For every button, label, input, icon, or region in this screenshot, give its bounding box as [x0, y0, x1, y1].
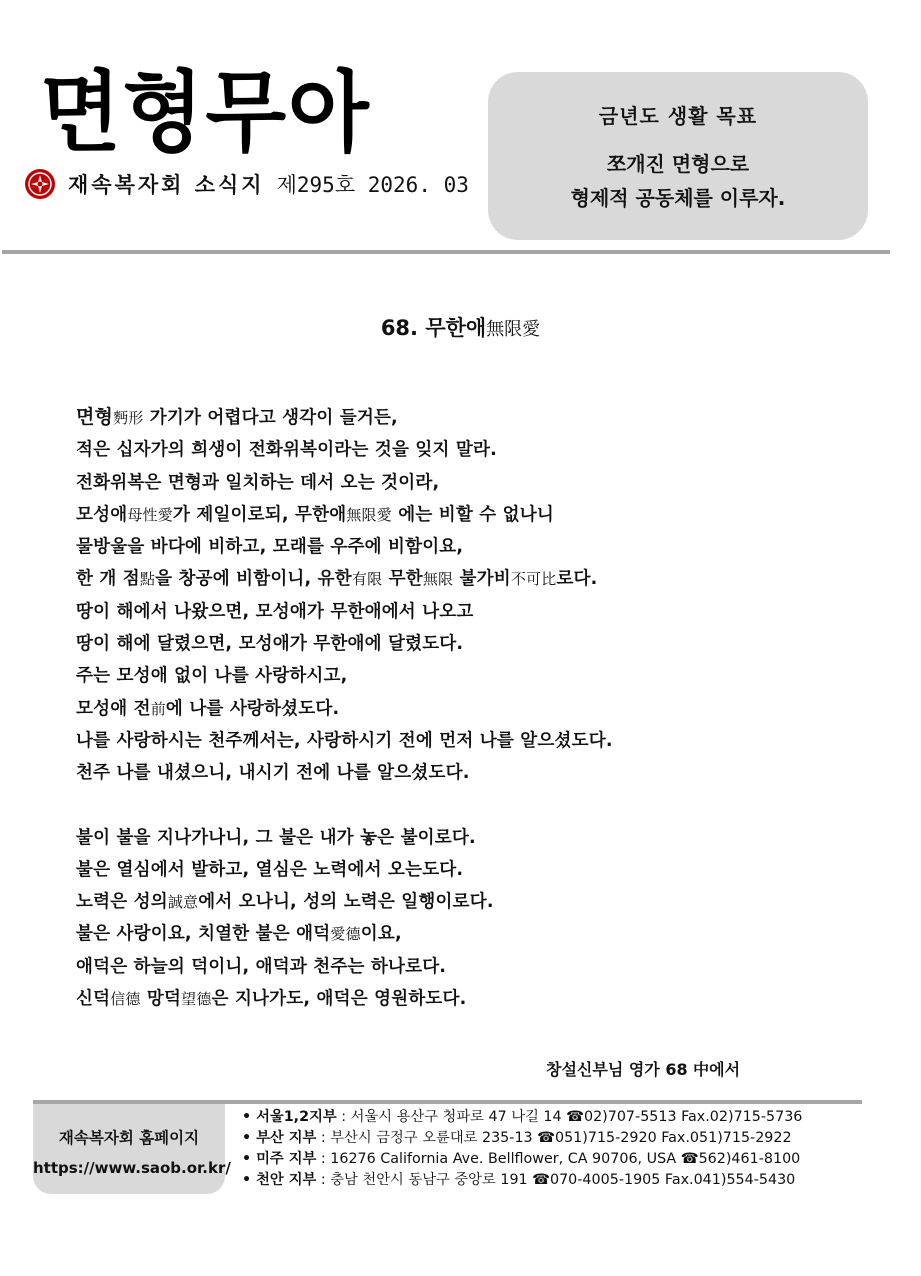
branch-item — [242, 1128, 867, 1149]
emblem-icon — [24, 168, 56, 200]
poem-line: 신덕信德 망덕望德은 지나가도, 애덕은 영원하도다. — [76, 989, 467, 1010]
annual-goal-box — [488, 72, 868, 240]
poem-title — [0, 312, 921, 342]
branch-name: • 부산 지부 — [242, 1130, 317, 1146]
poem-line: 모성애母性愛가 제일이로되, 무한애無限愛 에는 비할 수 없나니 — [76, 504, 554, 525]
goal-line: 쪼개진 면형으로 — [606, 152, 750, 176]
branch-name: • 천안 지부 — [242, 1172, 317, 1188]
poem-line: 전화위복은 면형과 일치하는 데서 오는 것이라, — [76, 472, 440, 493]
poem-line: 나를 사랑하시는 천주께서는, 사랑하시기 전에 먼저 나를 알으셨도다. — [76, 730, 613, 751]
header-divider — [2, 250, 890, 254]
poem-line: 모성애 전前에 나를 사랑하셨도다. — [76, 698, 340, 719]
homepage-title: 재속복자회 홈페이지 — [58, 1129, 200, 1147]
poem-source: 창설신부님 영가 68 中에서 — [546, 1060, 741, 1079]
poem-title-text: 68. 무한애 — [380, 316, 487, 340]
poem-line: 땅이 해에서 나왔으면, 모성애가 무한애에서 나오고 — [76, 601, 474, 622]
homepage-url[interactable]: https://www.saob.or.kr/ — [33, 1159, 231, 1177]
masthead-title: 면형무아 — [40, 60, 371, 164]
poem-line: 애덕은 하늘의 덕이니, 애덕과 천주는 하나로다. — [76, 956, 447, 977]
poem-line: 불은 열심에서 발하고, 열심은 노력에서 오는도다. — [76, 859, 464, 880]
poem-line: 노력은 성의誠意에서 오나니, 성의 노력은 일행이로다. — [76, 892, 494, 913]
homepage-box — [33, 1104, 231, 1194]
branch-item — [242, 1149, 867, 1170]
poem-line: 주는 모성애 없이 나를 사랑하시고, — [76, 666, 348, 687]
poem-line: 불이 불을 지나가나니, 그 불은 내가 놓은 불이로다. — [76, 827, 476, 848]
org-line — [24, 168, 469, 200]
poem-line: 한 개 점點을 창공에 비함이니, 유한有限 무한無限 불가비不可比로다. — [76, 569, 598, 590]
branch-name: • 서울1,2지부 — [242, 1109, 337, 1125]
poem-stanza — [76, 822, 876, 1016]
poem-line: 적은 십자가의 희생이 전화위복이라는 것을 잊지 말라. — [76, 440, 497, 461]
branch-info: : 서울시 용산구 청파로 47 나길 14 ☎02)707-5513 Fax.02)715-5736 — [336, 1109, 803, 1125]
goal-title: 금년도 생활 목표 — [598, 104, 758, 128]
poem-body — [76, 401, 876, 1015]
poem-line: 불은 사랑이요, 치열한 불은 애덕愛德이요, — [76, 924, 402, 945]
goal-line: 형제적 공동체를 이루자. — [570, 186, 786, 210]
issue-number: 제295호 2026. 03 — [276, 173, 469, 197]
branch-info: : 16276 California Ave. Bellflower, CA 90706, USA ☎562)461-8100 — [316, 1151, 801, 1167]
poem-line: 물방울을 바다에 비하고, 모래를 우주에 비함이요, — [76, 537, 464, 558]
poem-stanza — [76, 401, 876, 790]
poem-line: 면형麪形 가기가 어렵다고 생각이 들거든, — [76, 406, 398, 428]
poem-title-hanja: 無限愛 — [486, 319, 541, 340]
branch-list — [242, 1107, 867, 1191]
branch-item — [242, 1107, 867, 1128]
branch-info: : 충남 천안시 동남구 중앙로 191 ☎070-4005-1905 Fax.041)554-5430 — [316, 1172, 796, 1188]
poem-line: 천주 나를 내셨으니, 내시기 전에 나를 알으셨도다. — [76, 763, 470, 784]
poem-line: 땅이 해에 달렸으면, 모성애가 무한애에 달렸도다. — [76, 634, 464, 655]
branch-item — [242, 1170, 867, 1191]
branch-info: : 부산시 금정구 오륜대로 235-13 ☎051)715-2920 Fax.051)715-2922 — [316, 1130, 792, 1146]
org-name: 재속복자회 소식지 — [68, 173, 265, 197]
branch-name: • 미주 지부 — [242, 1151, 317, 1167]
